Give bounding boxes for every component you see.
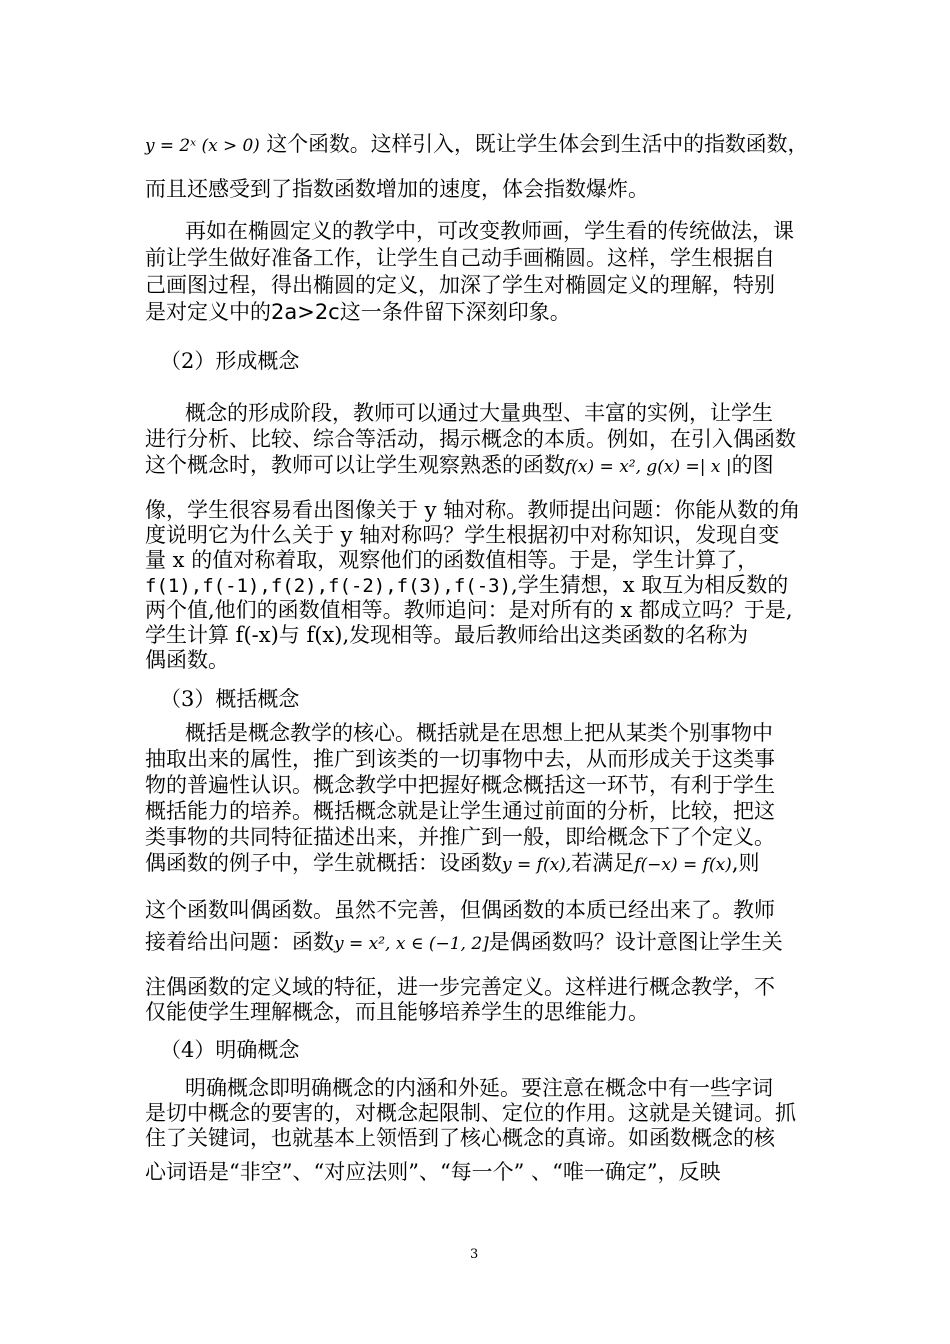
- sec3-line-4: 概括能力的培养。概括概念就是让学生通过前面的分析，比较，把这: [145, 799, 775, 823]
- sec2-line-1: 概念的形成阶段，教师可以通过大量典型、丰富的实例，让学生: [185, 401, 773, 425]
- ellipse-line-1: 再如在椭圆定义的教学中，可改变教师画，学生看的传统做法，课: [185, 219, 794, 243]
- sec4-line-3: 住了关键词，也就基本上领悟到了核心概念的真谛。如函数概念的核: [145, 1126, 775, 1150]
- intro-text-1: 这个函数。这样引入，既让学生体会到生活中的指数函数，: [266, 132, 809, 156]
- intro-line-1: [145, 131, 808, 159]
- sec3-text-6c: ,则: [731, 851, 760, 875]
- sec4-line-4: 心词语是“非空”、“对应法则”、“每一个” 、“唯一确定”，反映: [145, 1160, 721, 1184]
- sec2-line-3: [145, 452, 774, 480]
- sec2-line-7: [145, 572, 788, 599]
- sec3-line-9: 注偶函数的定义域的特征，进一步完善定义。这样进行概念教学，不: [145, 975, 775, 999]
- sec2-line-2: 进行分析、比较、综合等活动，揭示概念的本质。例如，在引入偶函数: [145, 427, 796, 451]
- ellipse-line-2: 前让学生做好准备工作，让学生自己动手画椭圆。这样，学生根据自: [145, 246, 775, 270]
- sec2-values: f(1),f(-1),f(2),f(-2),f(3),f(-3): [145, 575, 512, 597]
- section-3-heading: （3）概括概念: [160, 687, 300, 711]
- sec4-line-1: 明确概念即明确概念的内涵和外延。要注意在概念中有一些字词: [185, 1076, 773, 1100]
- sec2-formula: f(x) = x², g(x) =| x |: [565, 457, 732, 477]
- section-4-heading: （4）明确概念: [160, 1038, 300, 1062]
- ellipse-condition: 2a>2c: [271, 300, 340, 324]
- ellipse-text-4a: 是对定义中的: [145, 300, 271, 324]
- sec3-text-6b: 若满足: [571, 851, 635, 875]
- section-2-heading: （2）形成概念: [160, 349, 300, 373]
- sec3-text-8b: 是偶函数吗？设计意图让学生关: [488, 930, 783, 954]
- sec3-formula-2: f(−x) = f(x): [634, 855, 732, 875]
- sec3-formula-3: y = x², x ∈ (−1, 2]: [334, 934, 489, 954]
- sec2-text-7b: ,学生猜想，x 取互为相反数的: [511, 573, 789, 597]
- sec2-text-3a: 这个概念时，教师可以让学生观察熟悉的函数: [145, 453, 565, 477]
- ellipse-line-4: [145, 299, 571, 325]
- sec2-line-4: 像，学生很容易看出图像关于 y 轴对称。教师提出问题：你能从数的角: [145, 498, 801, 522]
- ellipse-line-3: 己画图过程，得出椭圆的定义，加深了学生对椭圆定义的理解，特别: [145, 273, 775, 297]
- sec2-line-6: 量 x 的值对称着取，观察他们的函数值相等。于是，学生计算了，: [145, 548, 759, 572]
- page-number: 3: [470, 1247, 479, 1262]
- intro-formula: y = 2ˣ (x > 0): [145, 136, 260, 156]
- sec3-line-2: 抽取出来的属性，推广到该类的一切事物中去，从而形成关于这类事: [145, 747, 775, 771]
- sec3-formula-1: y = f(x),: [502, 855, 572, 875]
- sec3-line-1: 概括是概念教学的核心。概括就是在思想上把从某类个别事物中: [185, 721, 773, 745]
- sec3-text-8a: 接着给出问题：函数: [145, 930, 334, 954]
- sec2-line-5: 度说明它为什么关于 y 轴对称吗？学生根据初中对称知识，发现自变: [145, 523, 780, 547]
- sec2-line-10: 偶函数。: [145, 648, 229, 672]
- sec3-line-8: [145, 929, 783, 957]
- ellipse-text-4c: 这一条件留下深刻印象。: [339, 300, 571, 324]
- sec3-line-3: 物的普遍性认识。概念教学中把握好概念概括这一环节，有利于学生: [145, 773, 775, 797]
- sec3-line-6: [145, 850, 760, 878]
- sec2-line-9: 学生计算 f(-x)与 f(x),发现相等。最后教师给出这类函数的名称为: [145, 623, 749, 647]
- sec3-line-5: 类事物的共同特征描述出来，并推广到一般，即给概念下了个定义。: [145, 825, 775, 849]
- sec2-text-3b: 的图: [731, 453, 774, 477]
- intro-line-2: 而且还感受到了指数函数增加的速度，体会指数爆炸。: [145, 177, 649, 201]
- sec3-line-10: 仅能使学生理解概念，而且能够培养学生的思维能力。: [145, 1000, 649, 1024]
- sec4-line-2: 是切中概念的要害的，对概念起限制、定位的作用。这就是关键词。抓: [145, 1101, 796, 1125]
- sec2-line-8: 两个值,他们的函数值相等。教师追问：是对所有的 x 都成立吗？于是,: [145, 598, 793, 622]
- sec3-text-6a: 偶函数的例子中，学生就概括：设函数: [145, 851, 502, 875]
- sec3-line-7: 这个函数叫偶函数。虽然不完善，但偶函数的本质已经出来了。教师: [145, 898, 775, 922]
